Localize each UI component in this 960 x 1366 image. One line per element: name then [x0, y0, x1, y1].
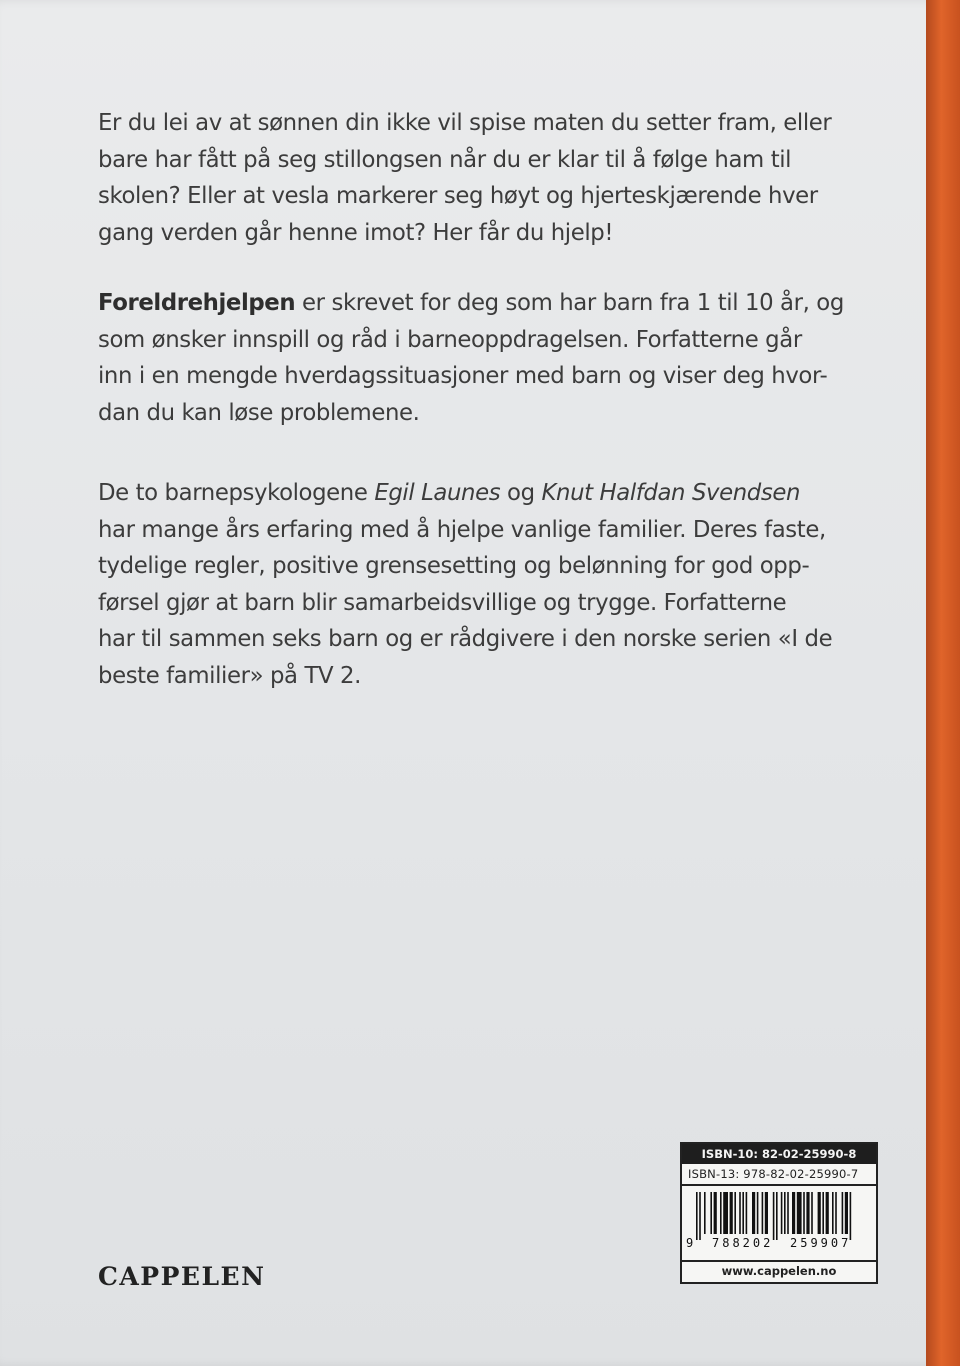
publisher-logo: CAPPELEN	[98, 1262, 266, 1291]
barcode-bar	[850, 1192, 852, 1240]
paragraph-line: Er du lei av at sønnen din ikke vil spise maten du setter fram, eller	[98, 110, 832, 136]
barcode-bar	[797, 1192, 802, 1234]
barcode-bar	[832, 1192, 834, 1234]
barcode-bar	[784, 1192, 786, 1234]
paragraph-line: inn i en mengde hverdagssituasjoner med barn og viser deg hvor-	[98, 363, 828, 390]
paragraph-line: dan du kan løse problemene.	[98, 399, 420, 426]
barcode-bar	[781, 1192, 783, 1234]
barcode-bar	[696, 1192, 698, 1240]
barcode-bar	[792, 1192, 795, 1234]
barcode-bar	[734, 1192, 736, 1234]
book-spine-edge	[926, 0, 960, 1366]
barcode-bar	[765, 1192, 768, 1234]
barcode-bar	[806, 1192, 809, 1234]
barcode-bar	[826, 1192, 829, 1234]
author-name: Knut Halfdan Svendsen	[541, 480, 800, 506]
barcode-bar	[776, 1192, 778, 1240]
barcode-bar	[714, 1192, 717, 1234]
barcode-bar	[818, 1192, 821, 1234]
paragraph-line: tydelige regler, positive grensesetting og belønning for god opp-	[98, 553, 810, 580]
barcode-bar	[822, 1192, 824, 1234]
barcode-bar	[704, 1192, 706, 1234]
paragraph-line	[98, 285, 868, 322]
barcode-bar	[762, 1192, 764, 1234]
barcode-bar	[720, 1192, 722, 1234]
barcode-bar	[842, 1192, 844, 1234]
paragraph-line: beste familier» på TV 2.	[98, 662, 361, 689]
barcode-digit-group-right: 259907	[790, 1236, 852, 1250]
paragraph-line: har til sammen seks barn og er rådgivere i den norske serien «I de	[98, 626, 833, 653]
barcode-bar	[757, 1192, 759, 1234]
paragraph-line	[98, 475, 868, 512]
barcode-bar	[723, 1192, 728, 1234]
barcode-bar	[699, 1192, 701, 1240]
paragraph-line: skolen? Eller at vesla markerer seg høyt og hjerteskjærende hver	[98, 183, 818, 210]
barcode-bar	[811, 1192, 813, 1234]
barcode-bar	[730, 1192, 733, 1234]
paragraph-line: som ønsker innspill og råd i barneoppdragelsen. Forfatterne går	[98, 326, 802, 353]
barcode-bar	[710, 1192, 712, 1234]
barcode-digit-first: 9	[686, 1236, 694, 1250]
isbn10-label: ISBN-10: 82-02-25990-8	[682, 1144, 876, 1164]
barcode-bar	[835, 1192, 837, 1234]
paragraph-line: bare har fått på seg stillongsen når du er klar til å følge ham til	[98, 146, 792, 173]
paragraph-line: gang verden går henne imot? Her får du hjelp!	[98, 219, 614, 246]
barcode-digit-group-left: 788202	[712, 1236, 774, 1250]
barcode-bar	[787, 1192, 789, 1234]
barcode	[682, 1186, 876, 1260]
book-title: Foreldrehjelpen	[98, 290, 296, 316]
barcode-bar	[739, 1192, 741, 1234]
paragraph-line: førsel gjør at barn blir samarbeidsvillige og trygge. Forfatterne	[98, 589, 787, 616]
barcode-digits	[682, 1236, 876, 1254]
paragraph-text: er skrevet for deg som har barn fra 1 til 10 år, og	[295, 290, 844, 316]
intro-paragraph	[98, 105, 868, 251]
barcode-bar	[773, 1192, 775, 1240]
isbn-barcode-box	[680, 1142, 878, 1284]
barcode-bar	[803, 1192, 805, 1234]
isbn13-label: ISBN-13: 978-82-02-25990-7	[682, 1164, 876, 1186]
barcode-bar	[752, 1192, 755, 1234]
publisher-url: www.cappelen.no	[682, 1260, 876, 1282]
book-description-paragraph	[98, 285, 868, 431]
paragraph-text: og	[500, 480, 542, 506]
paragraph-line: har mange års erfaring med å hjelpe vanlige familier. Deres faste,	[98, 516, 826, 543]
barcode-bar	[746, 1192, 748, 1234]
barcode-bar	[742, 1192, 744, 1234]
barcode-bar	[845, 1192, 848, 1234]
authors-paragraph	[98, 475, 868, 695]
barcode-bars	[696, 1192, 866, 1240]
author-name: Egil Launes	[374, 480, 501, 506]
paragraph-text: De to barnepsykologene	[98, 480, 375, 506]
